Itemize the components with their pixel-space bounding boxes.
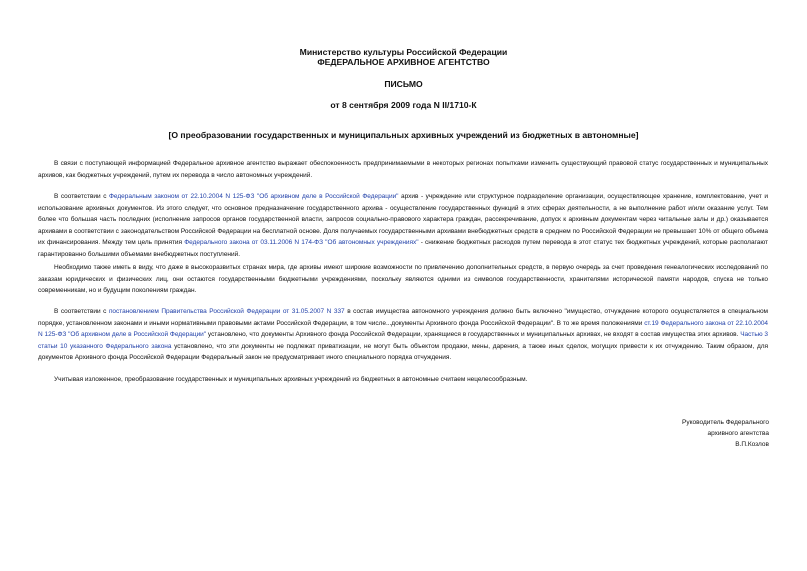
paragraph-2 [38,191,768,260]
paragraph-4-text-d: установлено, что эти документы не подлежат приватизации, не могут быть объектом продажи, мены, дарения, а также иных сделок, могущих привести к их отчуждению. Таким образом, для документов Архивного фонда Российской Федерации Федеральный закон не предусматривает иного специального порядка отчуждения. [38,342,768,361]
signature-position-line2: архивного агентства [707,430,769,437]
document-type: ПИСЬМО [384,79,423,89]
paragraph-2-text-c: - снижение бюджетных расходов путем перевода в этот статус тех бюджетных учреждений, которые располагают гарантированно большими объемами внебюджетных поступлений. [38,239,769,258]
law-174-fz-link[interactable]: Федерального закона от 03.11.2006 N 174-ФЗ "Об автономных учреждениях" [184,239,419,246]
paragraph-3: Необходимо также иметь в виду, что даже в высокоразвитых странах мира, где архивы имеют широкие возможности по привлечению дополнительных средств, в первую очередь за счет проведения генеалогических исследований по заказам юридических и физических лиц, они остаются государственными бюджетными учреждениями, поскольку являются одними из символов государственности, хранителями исторической памяти народов, спуска не только современникам, но и будущим поколениям граждан. [38,264,768,294]
paragraph-4 [38,306,768,364]
paragraph-4-text-c: установлено, что документы Архивного фонда Российской Федерации, хранящиеся в государственных и муниципальных архивах, не входят в состав имущества этих архивов. [206,331,741,338]
law-125-fz-link[interactable]: Федеральным законом от 22.10.2004 N 125-ФЗ "Об архивном деле в Российской Федерации" [109,193,399,200]
paragraph-2-text-b: архив - учреждение или структурное подразделение организации, осуществляющее хранение, комплектование, учет и использование архивных документов. Из этого следует, что основное предназначение государственного архива - осуществление государственных функций в этих сферах деятельности, а не выполнение работ и/или оказание услуг. Тем более что большая часть последних (исполнение запросов органов государственной власти, запросов социально-правового характера граждан, рассекречивание, допуск к архивным документам через читальные залы и др.) оказывается архивами в соответствии с законодательством Российской Федерации на бесплатной основе. Доля получаемых государственными архивами внебюджетных средств в среднем по Российской Федерации не превышает 10% от общего объема их финансирования. Между тем цель принятия [38,193,768,246]
signature-position-line1: Руководитель Федерального [682,419,769,426]
agency-title: ФЕДЕРАЛЬНОЕ АРХИВНОЕ АГЕНТСТВО [317,57,490,67]
paragraph-2-text-a: В соответствии с [54,193,109,200]
paragraph-4-text-b: в состав имущества автономного учреждения должно быть включено "имущество, отчуждение которого осуществляется в специальном порядке, установленном законами и иными нормативными правовыми актами Российской Федерации, в том числе...документы Архивного фонда Российской Федерации". В то же время положениями [38,308,768,327]
signature-name: В.П.Козлов [735,441,769,448]
paragraph-5: Учитывая изложенное, преобразование государственных и муниципальных архивных учреждений из бюджетных в автономные считаем нецелесообразным. [54,376,528,383]
article-19-law-125-fz-link[interactable]: ст.19 Федерального закона от 22.10.2004 N 125-ФЗ "Об архивном деле в Российской Федерации" [38,319,769,338]
ministry-title: Министерство культуры Российской Федерации [299,47,508,57]
paragraph-1: В связи с поступающей информацией Федеральное архивное агентство выражает обеспокоенность предпринимаемыми в некоторых регионах попытками изменить существующий правовой статус государственных и муниципальных архивов, как бюджетных учреждений, путем их перевода в число автономных учреждений. [38,160,768,179]
government-resolution-337-link[interactable]: постановлением Правительства Российской Федерации от 31.05.2007 N 337 [108,308,345,315]
article-10-part-3-link[interactable]: Частью 3 статьи 10 указанного Федерального закона [38,331,769,350]
document-date-number: от 8 сентября 2009 года N II/1710-К [330,100,477,110]
document-subject: [О преобразовании государственных и муниципальных архивных учреждений из бюджетных в автономные] [168,130,639,140]
paragraph-4-text-a: В соответствии с [54,308,109,315]
